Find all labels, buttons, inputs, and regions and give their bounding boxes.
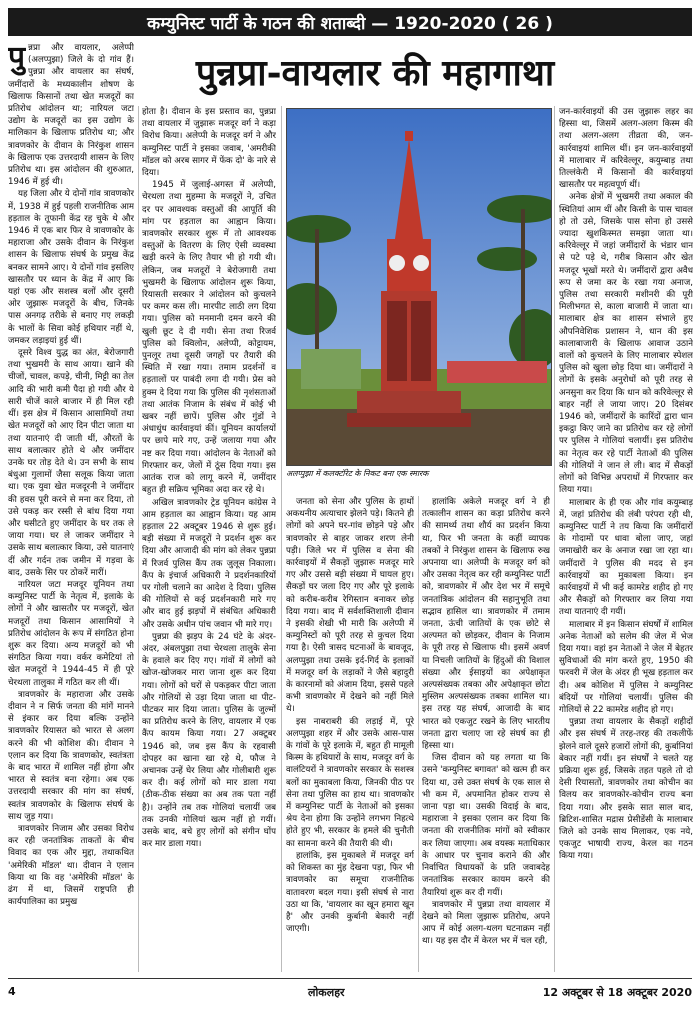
paragraph: होता है। दीवान के इस प्रस्ताव का, पुन्नप्रा तथा वायलार में जुझारू मजदूर वर्ग ने कड़ा विरोध किया। अलेप्पी के मजदूर वर्ग ने और कम्युनिस्ट पार्टी ने इसका जवाब, 'अमरीकी मॉडल को अरब सागर में फेंक दो' के नारे से दिया। [142,107,276,179]
paragraph: 1945 में जुलाई-अगस्त में अलेप्पी, चेरथला तथा मुहम्मा के मजदूरों ने, उचित दर पर आवश्यक वस्तुओं की आपूर्ति की मांग पर हड़ताल का आह्वान किया। त्रावणकोर सरकार शुरू में तो आवश्यक वस्तुओं के वितरण के लिए ऐसी व्यवस्था खड़ी करने के लिए तैयार भी हो गयी थी। लेकिन, जब मजदूरों ने बेरोजगारी तथा भुखमरी के खिलाफ आंदोलन शुरू किया, रियासती सरकार ने आंदोलन को कुचलने पर कमर कस ली। मारपीट लाठी लग दिया गया। पुलिस को मनमानी दमन करने की खुली छूट दे दी गयी। सेना तथा रिजर्व पुलिस को क्विलोन, अलेप्पी, कोट्टायम, पुनलूर तथा दूसरी जगहों पर तैयारी की स्थिति में रखा गया। तमाम प्रदर्शनों व हड़तालों पर पाबंदी लगा दी गयी। प्रेस को हुक्म दे दिया गया कि पुलिस की नृशंसताओं तथा आतंक निजाम के संबंध में कोई भी खबर नहीं छापें। पुलिस और गुंडों ने अंधाधुंध कार्रवाइयां कीं। यूनियन कार्यालयों पर छापे मारे गए, उन्हें जलाया गया और नष्ट कर दिया गया। आंदोलन के नेताओं को गिरफ्तार कर, जेलों में ठूंस दिया गया। इस आतंक राज को लागू करने में, जमींदार बहुत ही सक्रिय भूमिका अदा कर रहे थे। [142,180,276,496]
page-number: 4 [8,985,16,998]
paragraph: इस नाबराबरी की लड़ाई में, पूरे अलप्पुझा शहर में और उसके आस-पास के गांवों के पूरे इलाके में, बहुत ही मामूली किस्म के हथियारों के साथ, मजदूर वर्ग के वालंटियरों ने त्रावणकोर सरकार के सशस्त्र बलों का मुकाबला किया, जिनकी पीठ पर सेना तथा पुलिस का हाथ था। त्रावणकोर में कम्युनिस्ट पार्टी के नेताओं को इसका श्रेय देना होगा कि उन्होंने लगभग निहत्थे होते हुए भी, सरकार के हमले की चुनौती का सामना करने की तैयारी की थी। [286,716,414,849]
drop-cap: पु [8,42,26,75]
paragraph: यह जिला और ये दोनों गांव त्रावणकोर में, 1938 में हुई पहली राजनीतिक आम हड़ताल के तूफानी केंद्र रह चुके थे और 1946 में एक बार फिर वे त्रावणकोर के महाराजा और उसके दीवान के निरंकुश शासन के खिलाफ संघर्ष के प्रमुख केंद्र बनकर सामने आए। ये दोनों गांव इसलिए खासतौर पर ध्यान के केंद्र में आए कि यहां एक और सशस्त्र बलों और दूसरी ओर जुझारू मजदूरों के बीच, जिनके पास अनगढ़ तरीके से बनाए गए लकड़ी के भालों के सिवा कोई हथियार नहीं थे, जमकर लड़ाइयां हुई थीं। [8,189,134,346]
paragraph: नारियल जटा मजदूर यूनियन तथा कम्युनिस्ट पार्टी के नेतृत्व में, इलाके के लोगों ने और खासतौर पर मजदूरों, खेत मजदूरों तथा किसान आसामियों ने प्रतिरोध आंदोलन के रूप में संगठित होना शुरू कर दिया। अन्य मजदूरों को भी संगठित किया गया। वर्कर कमेटियां तो खेत मजदूरों ने 1944-45 में ही पूरे चेरथला तालुका में गठित कर ली थीं। [8,579,134,688]
paragraph: पुन्नप्रा की झड़प के 24 घंटे के अंदर-अंदर, अंबलपुझा तथा चेरथला तालुके सेना के हवाले कर दिए गए। गांवों में लोगों को खोज-खोजकर मारा जाना शुरू कर दिया गया। लोगों को घरों से पकड़कर पीटा जाता और गोलियों से उड़ा दिया जाता था पीट-पीटकर मार दिया जाता। पुलिस के जुल्मों का प्रतिरोध करने के लिए, वायलार में एक कैंप कायम किया गया। 27 अक्टूबर 1946 को, जब इस कैंप के रहवासी दोपहर का खाना खा रहे थे, फौज ने अचानक उन्हें घेर लिया और गोलीबारी शुरू कर दी। कई लोगों को मार डाला गया (ठीक-ठीक संख्या का अब तक पता नहीं है)। उन्होंने तब तक गोलियां चलायीं जब तक उनकी गोलियां खत्म नहीं हो गयीं। उसके बाद, बचे हुए लोगों को संगीन घोंप कर मार डाला गया। [142,631,276,850]
paragraph: पुन्नप्रा तथा वायलार के सैकड़ों शहीदों और इस संघर्ष में तरह-तरह की तकलीफें झेलने वाले दूसरे हजारों लोगों की, कुर्बानियां बेकार नहीं गयीं। इन संघर्षों ने चलते यह प्रक्रिया शुरू हुई, जिसके तहत पहले तो दो देसी रियासतों, त्रावणकोर तथा कोचीन का विलय कर त्रावणकोर-कोचीन राज्य बना दिया गया। और इसके सात साल बाद, ब्रिटिश-शासित मद्रास प्रेसीडेंसी के मालाबार जिले को उनके साथ मिलाकर, एक नये, एकजुट भाषायी राज्य, केरल का गठन किया गया। [559,717,693,862]
paragraph: त्रावणकोर में पुन्नप्रा तथा वायलार में देखने को मिला जुझारू प्रतिरोध, अपने आप में कोई अलग-थलग घटनाक्रम नहीं था। यह इस दौर में केरल भर में चल रही, [422,899,550,947]
column-2 [142,106,276,972]
paragraph: अनेक क्षेत्रों में भुखमरी तथा अकाल की स्थितियां आम थीं और किसी के पास चावल हो तो उसे, जिसके पास सोना हो उससे ज्यादा खुशकिस्मत समझा जाता था। करिवेल्लूर में जहां जमींदारों के भंडार धान से पटे पड़े थे, गरीब किसान और खेत मजदूर भूखों मरते थे। जमींदारों द्वारा अवैध रूप से जमा कर के रखा गया अनाज, पुलिस तथा सरकारी मशीनरी की पूरी मिलीभगत से, काला बाजारी में जाता था। मालाबार क्षेत्र का शासन संभाले हुए औपनिवेशिक प्रशासन ने, धान की इस कालाबाजारी के खिलाफ आवाज उठाने वालों को कुचलने के लिए मालाबार स्पेशल पुलिस को खुला छोड़ दिया था। जमींदारों ने लोगों के इसके अनुरोधों को पूरी तरह से अनसुना कर दिया कि धान को करिवेल्लूर से बाहर नहीं ले जाया जाए। 20 दिसंबर 1946 को, जमींदारों के कारिंदों द्वारा धान इकट्ठा किए जाने का प्रतिरोध कर रहे लोगों पर पुलिस ने गोलियां चलायीं। इस प्रतिरोध का नेतृत्व कर रहे पार्टी नेताओं की पुलिस की गोलियों ने जान ले ली। बाद में सैकड़ों लोगों को विभिन्न अपराधों में गिरफ्तार कर लिया गया। [559,192,693,496]
paragraph: दूसरे विश्व युद्ध का अंत, बेरोजगारी तथा भुखमरी के साथ आया। खाने की चीजों, चावल, कपड़े, चीनी, मिट्टी का तेल आदि की भारी कमी पैदा हो गयी और ये सारी चीजें काले बाजार में ही मिल रही थीं। इस क्षेत्र में किसान आसामियों तथा खेत मजदूरों को आए दिन पीटा जाता था तथा यातनाएं दी जाती थीं, औरतों के साथ बलात्कार होते थे और जमींदार उनके घर तोड़ देते थे। उन सभी के साथ बंधुआ गुलामों जैसा सलूक किया जाता था। एक युवा खेत मजदूरनी ने जमींदार की हवस पूरी करने से मना कर दिया, तो उसे पकड़ कर रस्सी से बांध दिया गया और घसीटते हुए जमींदार के घर तक ले जाया गया। घर ले जाकर जमींदार ने उसके साथ बलात्कार किया, उसे यातनाएं दीं और गर्दन तक जमीन में गड़वा के बाद, उसके सिर पर ठोकरें मारीं। [8,348,134,578]
photo-caption: अलप्पुझा में कलक्टॉरेट के निकट बना एक स्मारक [286,469,429,478]
paragraph: अखिल त्रावणकोर ट्रेड यूनियन कांग्रेस ने आम हड़ताल का आह्वान किया। यह आम हड़ताल 22 अक्टूबर 1946 से शुरू हुई। बड़ी संख्या में मजदूरों ने प्रदर्शन शुरू कर दिया और आजादी की मांग को लेकर पुन्नप्रा में रिजर्व पुलिस कैंप तक जुलूस निकाला। कैंप के इंचार्ज अधिकारी ने प्रदर्शनकारियों पर गोली चलाने का आदेश दे दिया। पुलिस की गोलियों से कई प्रदर्शनकारी मारे गए और बाद हुई झड़पों में संबंधित अधिकारी और उसके अधीन पांच जवान भी मारे गए। [142,497,276,630]
column-3 [286,496,414,972]
banner-title: कम्युनिस्ट पार्टी के गठन की शताब्दी — 1920-2020 ( 26 ) [147,13,553,34]
series-banner [8,8,692,36]
paragraph: जनता को सेना और पुलिस के हाथों अकथनीय अत्याचार झेलने पड़े। कितने ही लोगों को अपने घर-गांव छोड़ने पड़े और त्रावणकोर से बाहर जाकर शरण लेनी पड़ी। जिले भर में पुलिस व सेना की कार्रवाइयों में सैकड़ों जुझारू मजदूर मारे गए और उससे बड़ी संख्या में घायल हुए। सैकड़ों घर जला दिए गए और पूरे इलाके को करीब-करीब रेगिस्तान बनाकर छोड़ दिया गया। बाद में सर्वशक्तिशाली दीवान ने इसकी शेखी भी मारी कि अलेप्पी में कम्युनिस्टों को पूरी तरह से कुचल दिया गया है। ऐसी त्रासद घटनाओं के बावजूद, अलप्पुझा तथा उसके इर्द-गिर्द के इलाकों में मजदूर वर्ग के लड़ाकों ने जैसे बहादुरी के कारनामों को अंजाम दिया, इससे पहले कभी त्रावणकोर में देखने को नहीं मिले थे। [286,497,414,715]
column-divider [554,106,555,972]
paragraph: जन-कार्रवाइयों की उस जुझारू लहर का हिस्सा था, जिसमें अलग-अलग किस्म की तथा अलग-अलग तीव्रता की, जन-कार्रवाइयां शामिल थीं। इन जन-कार्रवाइयों में मालाबार में करिवेल्लूर, कयुम्बाड़ तथा तिल्लंकेरी में किसानों की कार्रवाइयां खासतौर पर महत्वपूर्ण थीं। [559,107,693,191]
column-divider [281,106,282,972]
column-divider [138,106,139,972]
column-1 [8,42,134,972]
column-divider [418,496,419,972]
column-4 [422,496,550,972]
paragraph: मालाबार में इन किसान संघर्षों में शामिल अनेक नेताओं को सलेम की जेल में भेज दिया गया। वहां इन नेताओं ने जेल में बेहतर सुविधाओं की मांग करते हुए, 1950 की फरवरी में जेल के अंदर ही भूख हड़ताल कर दी। अब कोशिश में पुलिस ने कम्युनिस्ट बंदियों पर गोलियां चलायीं। पुलिस की गोलियों से 22 कामरेड शहीद हो गए। [559,619,693,715]
paragraph: त्रावणकोर के महाराजा और उसके दीवान ने न सिर्फ जनता की मांगें मानने से इंकार कर दिया बल्कि उन्होंने त्रावणकोर रियासत को भारत से अलग करने की भी कोशिश की। दीवान ने एलान कर दिया कि त्रावणकोर, स्वतंत्रता के बाद भारत में शामिल नहीं होगा और भारत से स्वतंत्र बना रहेगा। अब एक उत्तरदायी सरकार की मांग का संघर्ष, स्वतंत्र त्रावणकोर के खिलाफ संघर्ष के साथ जुड़ गया। [8,689,134,822]
paragraph: मालाबार के ही एक और गांव कयुम्बाड़ में, जहां प्रतिरोध की लंबी परंपरा रही थी, कम्युनिस्ट पार्टी ने तय किया कि जमींदारों के गोदामों पर धावा बोला जाए, जहां जमाखोरी कर के अनाज रखा जा रहा था। जमींदारों ने पुलिस की मदद से इन कार्रवाइयों का मुकाबला किया। इन कार्रवाइयों में भी कई कामरेड शहीद हो गए और सैकड़ों को गिरफ्तार कर लिया गया तथा यातनाएं दी गयीं। [559,497,693,618]
column-5 [559,106,693,972]
paragraph: हालांकि, इस मुकाबले में मजदूर वर्ग को शिकस्त का मुंह देखना पड़ा, फिर भी त्रावणकोर का समूचा राजनीतिक वातावरण बदल गया। इसी संघर्ष से नारा उठा था कि, 'वायलार का खून हमारा खून है' और उनकी कुर्बानी बेकारी नहीं जाएगी। [286,850,414,935]
memorial-photo [286,108,552,466]
paragraph: जिस दीवान को यह लगता था कि उसने 'कम्युनिस्ट बगावत' को खत्म ही कर दिया था, उसे उक्त संघर्ष के एक साल से भी कम में, अपमानित होकर राज्य से जाना पड़ा था। उसकी विदाई के बाद, महाराजा ने इसका एलान कर दिया कि जनता की राजनीतिक मांगों को स्वीकार कर लिया जाएगा। अब वयस्क मताधिकार के आधार पर चुनाव कराने की और निर्वाचित विधायकों के प्रति जवाबदेह जनतांत्रिक सरकार कायम करने की तैयारियां शुरू कर दी गयीं। [422,753,550,898]
paragraph: न्नप्रा और वायलार, अलेप्पी (अलप्पुझा) जिले के दो गांव हैं। पुन्नप्रा और वायलार का संघर्ष, जमींदारों के मध्यकालीन शोषण के खिलाफ किसानों तथा खेत मजदूरों का प्रतिरोध आंदोलन था; नारियल जटा उद्योग के मजदूरों का इस उद्योग के मालिकान के खिलाफ प्रतिरोध था; और त्रावणकोर के दीवान के निरंकुश शासन के खिलाफ एक उत्तरदायी शासन के लिए प्रतिरोध था। इस आंदोलन की शुरुआत, 1946 में हुई थी। [8,43,134,188]
issue-date: 12 अक्टूबर से 18 अक्टूबर 2020 [542,986,692,999]
paragraph: हालांकि अकेले मजदूर वर्ग ने ही तत्कालीन शासन का कड़ा प्रतिरोध करने की सामर्थ्य तथा शौर्य का प्रदर्शन किया था, फिर भी जनता के कहीं व्यापक तबकों ने निरंकुश शासन के खिलाफ रुख अपनाया था। अलेप्पी के मजदूर वर्ग को और उसका नेतृत्व कर रही कम्युनिस्ट पार्टी को, त्रावणकोर में और देश भर में समूचे जनतांत्रिक आंदोलन की सहानुभूति तथा सद्भाव हासिल था। त्रावणकोर में तमाम जनता, ऊंची जातियों के एक छोटे से अल्पमत को छोड़कर, दीवान के निजाम के पूरी तरह से खिलाफ थी। इसमें अवर्ण या निचली जातियों के हिंदुओं की विशाल संख्या और ईसाइयों का अपेक्षाकृत अल्पसंख्यक तबका और अपेक्षाकृत छोटा मुस्लिम अल्पसंख्यक तबका शामिल था। इस तरह यह संघर्ष, आजादी के बाद भारत को एकजुट रखने के लिए भारतीय जनता द्वारा चलाए जा रहे संघर्ष का ही हिस्सा था। [422,497,550,752]
article-headline: पुन्नप्रा-वायलार की महागाथा [195,52,555,94]
page-footer [8,978,692,1005]
publication-name: लोकलहर [308,986,345,999]
memorial-illustration [287,109,551,465]
paragraph: त्रावणकोर निजाम और उसका विरोध कर रही जनतांत्रिक ताकतों के बीच विवाद का एक और मुद्दा, तथाकथित 'अमेरिकी मॉडल' था। दीवान ने एलान किया था कि वह 'अमेरिकी मॉडल' के ढंग में था, जिसमें राष्ट्रपति ही कार्यपालिका का प्रमुख [8,824,134,908]
